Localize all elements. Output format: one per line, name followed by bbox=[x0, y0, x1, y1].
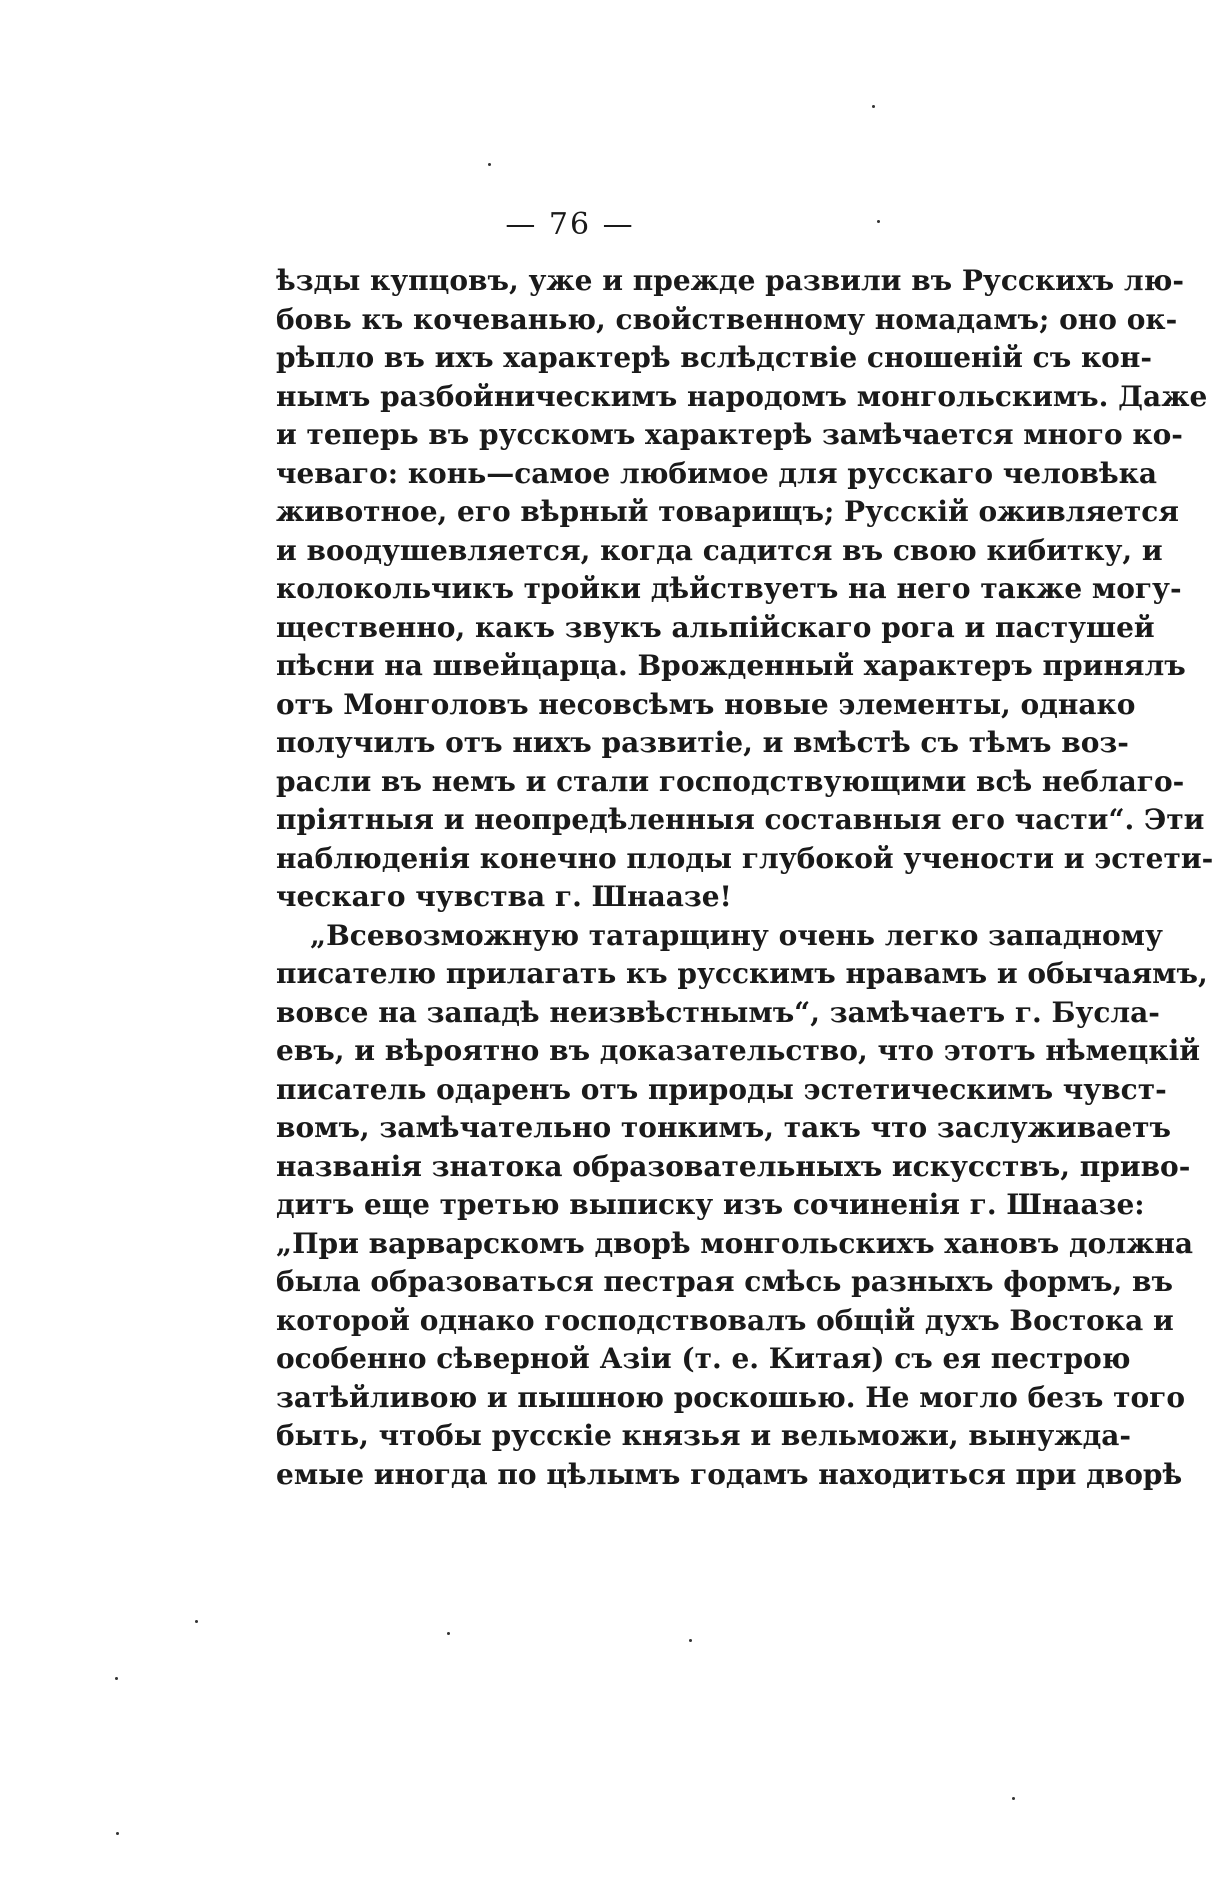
paragraph-1 bbox=[276, 262, 1213, 917]
scan-speck bbox=[689, 1639, 692, 1642]
text-line: „При варварскомъ дворѣ монгольскихъ хановъ должна bbox=[276, 1226, 1193, 1260]
text-line: затѣйливою и пышною роскошью. Не могло безъ того bbox=[276, 1380, 1186, 1414]
text-line: емые иногда по цѣлымъ годамъ находиться при дворѣ bbox=[276, 1457, 1183, 1491]
text-line: получилъ отъ нихъ развитіе, и вмѣстѣ съ тѣмъ воз- bbox=[276, 726, 1129, 759]
text-line: особенно сѣверной Азіи (т. е. Китая) съ ея пестрою bbox=[276, 1342, 1131, 1375]
paragraph-2 bbox=[276, 917, 1208, 1495]
scan-speck bbox=[877, 220, 880, 223]
text-line: отъ Монголовъ несовсѣмъ новые элементы, однако bbox=[276, 687, 1136, 721]
text-line: евъ, и вѣроятно въ доказательство, что этотъ нѣмецкій bbox=[276, 1034, 1200, 1067]
text-line: которой однако господствовалъ общій духъ Востока и bbox=[276, 1303, 1174, 1337]
scan-speck bbox=[1012, 1797, 1015, 1800]
scan-speck bbox=[447, 1632, 450, 1635]
text-line: ческаго чувства г. Шнаазе! bbox=[276, 880, 732, 913]
scan-speck bbox=[195, 1620, 198, 1623]
text-line: ѣзды купцовъ, уже и прежде развили въ Русскихъ лю- bbox=[276, 264, 1184, 297]
text-line: дитъ еще третью выписку изъ сочиненія г. Шнаазе: bbox=[276, 1188, 1145, 1221]
scan-speck bbox=[115, 1677, 118, 1680]
text-line: была образоваться пестрая смѣсь разныхъ формъ, въ bbox=[276, 1265, 1173, 1298]
text-line: расли въ немъ и стали господствующими всѣ неблаго- bbox=[276, 764, 1185, 798]
text-line: и воодушевляется, когда садится въ свою кибитку, и bbox=[276, 533, 1163, 567]
scan-speck bbox=[116, 1832, 119, 1835]
text-line: вомъ, замѣчательно тонкимъ, такъ что заслуживаетъ bbox=[276, 1111, 1171, 1144]
text-line: вовсе на западѣ неизвѣстнымъ“, замѣчаетъ г. Бусла- bbox=[276, 995, 1160, 1029]
page-number: — 76 — bbox=[505, 207, 635, 242]
text-line: колокольчикъ тройки дѣйствуетъ на него также могу- bbox=[276, 572, 1182, 605]
text-line: писатель одаренъ отъ природы эстетическимъ чувст- bbox=[276, 1072, 1167, 1106]
text-line: быть, чтобы русскіе князья и вельможи, вынужда- bbox=[276, 1419, 1132, 1452]
text-line: наблюденія конечно плоды глубокой учености и эстети- bbox=[276, 841, 1213, 875]
text-line: и теперь въ русскомъ характерѣ замѣчается много ко- bbox=[276, 418, 1183, 451]
text-line: бовь къ кочеванью, свойственному номадамъ; оно ок- bbox=[276, 302, 1178, 336]
scan-speck bbox=[872, 105, 875, 108]
text-line: пріятныя и неопредѣленныя составныя его части“. Эти bbox=[276, 803, 1205, 836]
body-text bbox=[276, 262, 1213, 1494]
text-line: названія знатока образовательныхъ искусствъ, приво- bbox=[276, 1149, 1191, 1183]
text-line: пѣсни на швейцарца. Врожденный характеръ принялъ bbox=[276, 649, 1186, 682]
text-line: животное, его вѣрный товарищъ; Русскій оживляется bbox=[276, 495, 1179, 528]
text-line: нымъ разбойническимъ народомъ монгольскимъ. Даже bbox=[276, 379, 1208, 413]
text-line: рѣпло въ ихъ характерѣ вслѣдствіе сношеній съ кон- bbox=[276, 341, 1152, 374]
scan-speck bbox=[488, 163, 491, 166]
text-line: чеваго: конь—самое любимое для русскаго человѣка bbox=[276, 456, 1158, 490]
text-line: „Всевозможную татарщину очень легко западному bbox=[310, 918, 1163, 952]
text-line: щественно, какъ звукъ альпійскаго рога и пастушей bbox=[276, 610, 1155, 644]
text-line: писателю прилагать къ русскимъ нравамъ и обычаямъ, bbox=[276, 957, 1208, 990]
